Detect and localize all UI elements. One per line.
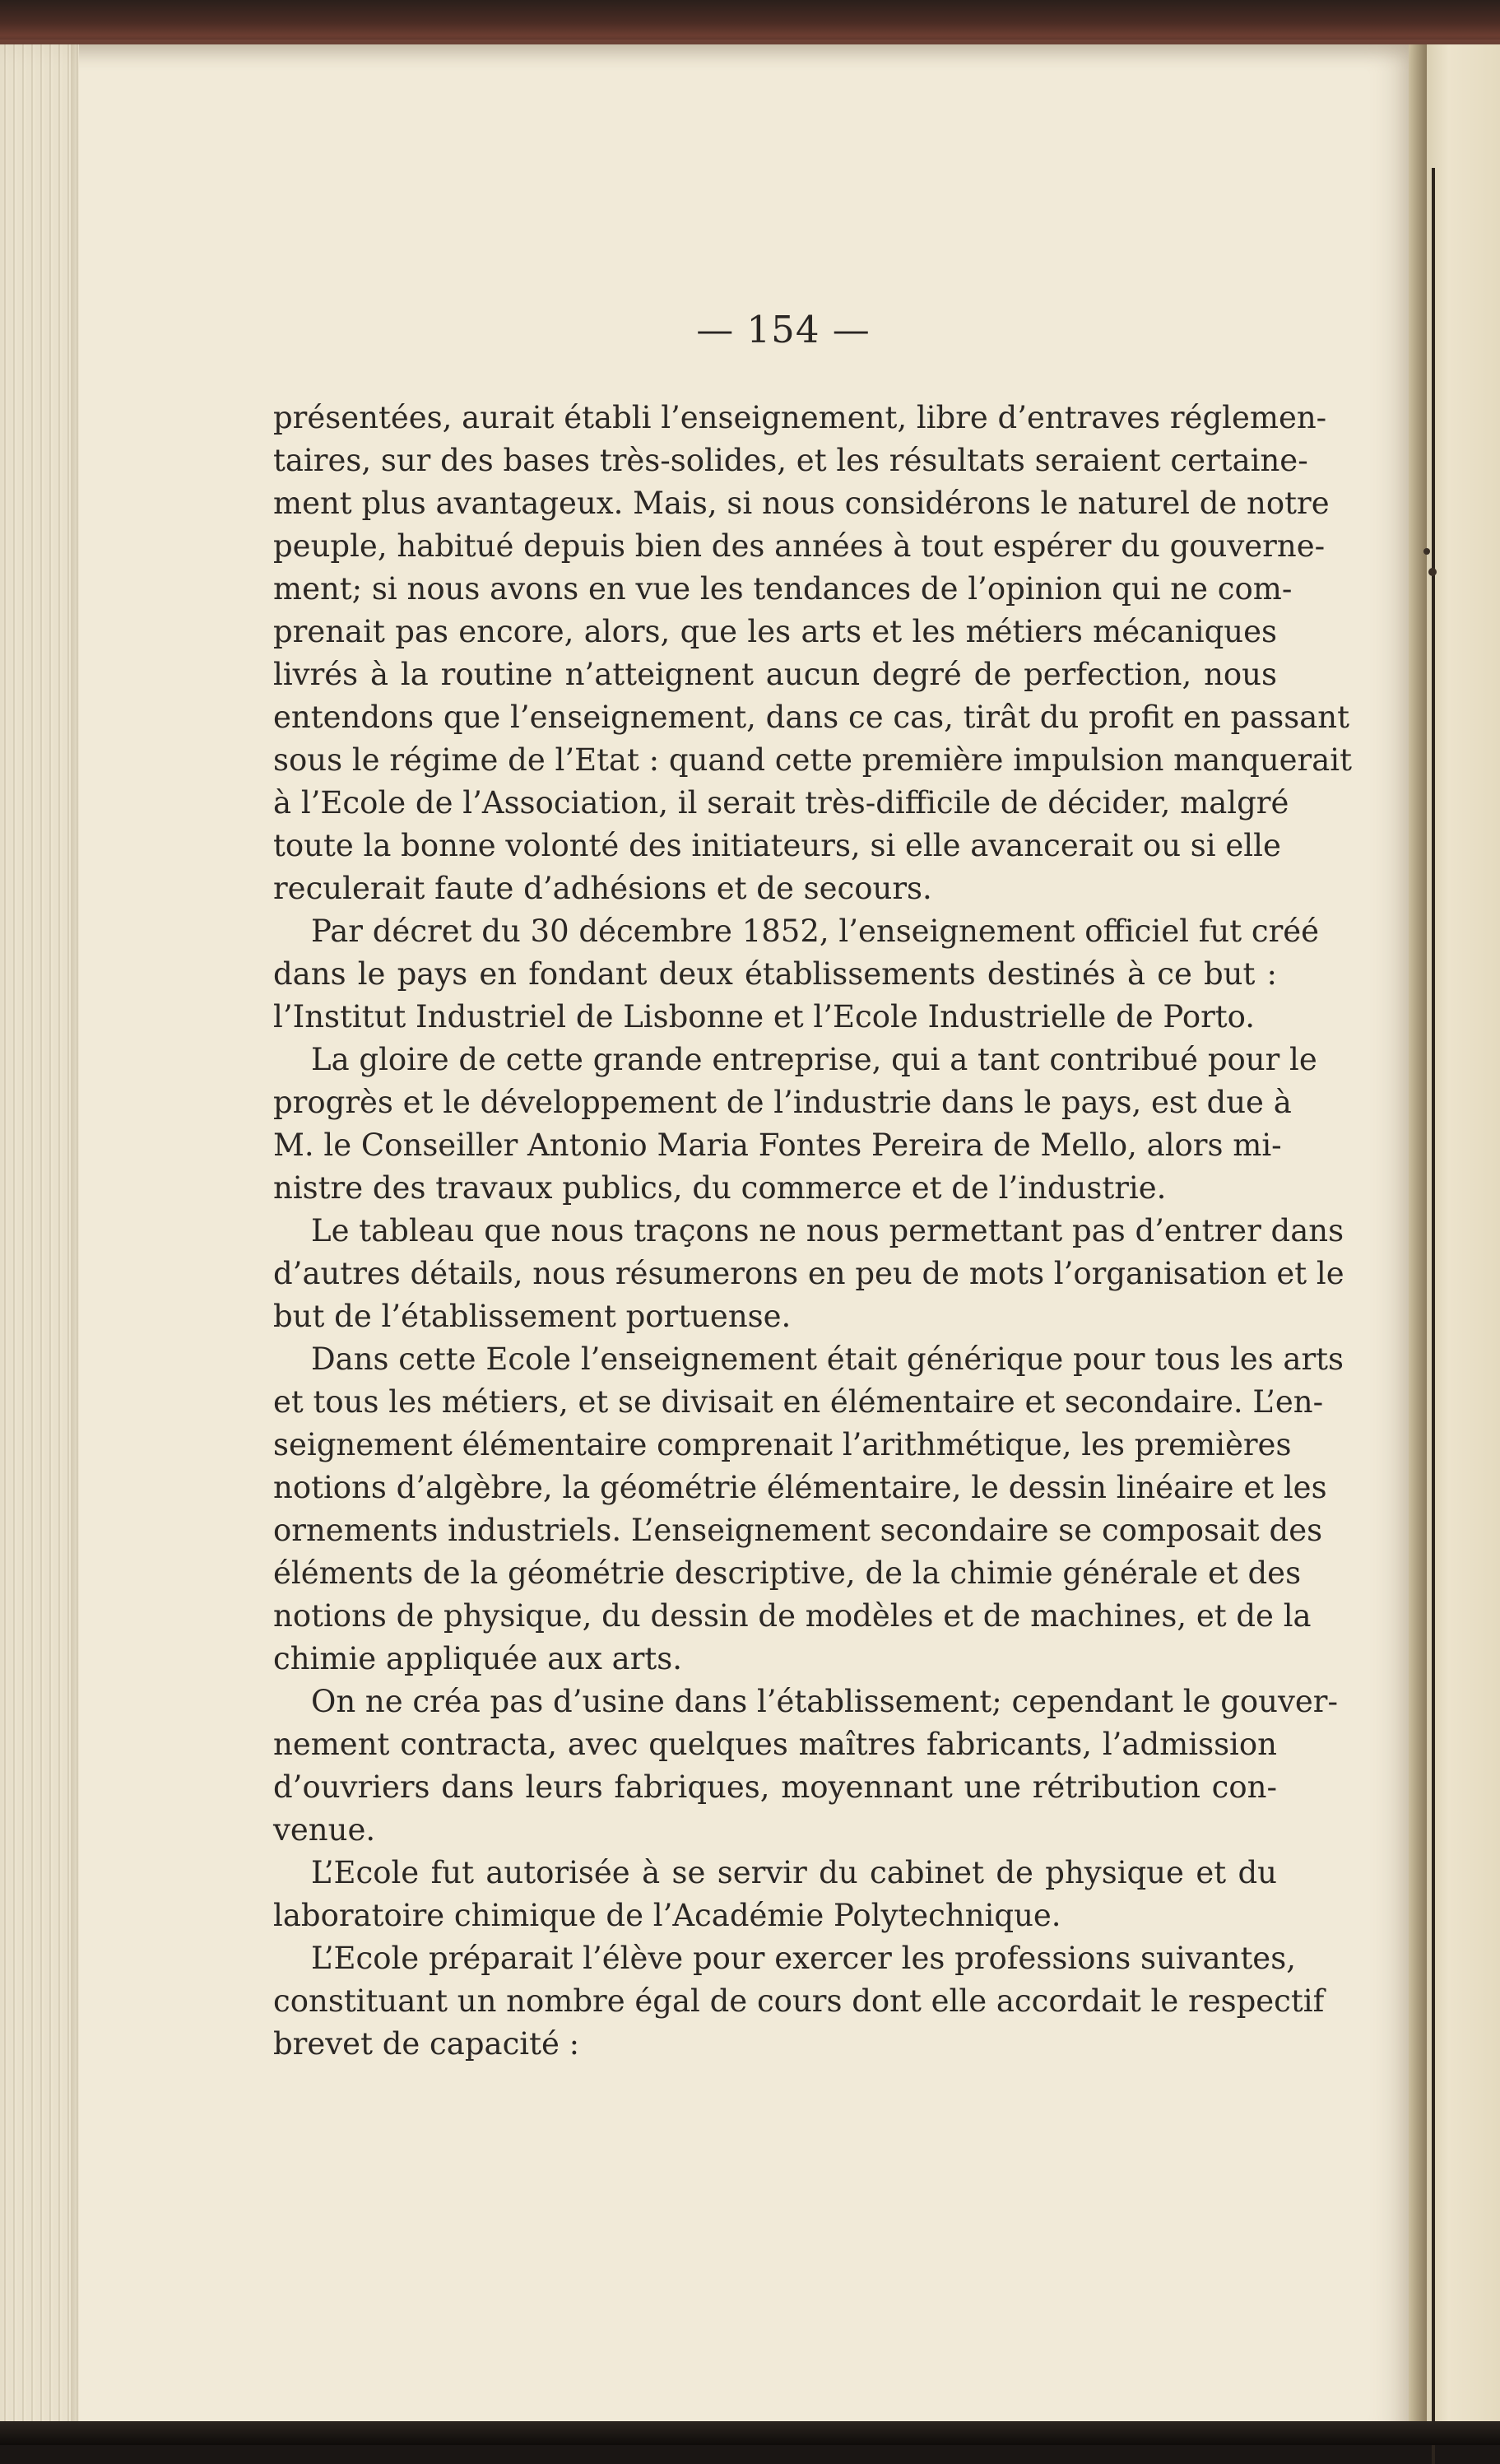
text-line: L’Ecole fut autorisée à se servir du cabinet de physique et du — [311, 1855, 1277, 1890]
book-bottom-edge — [0, 2421, 1500, 2445]
text-line: ornements industriels. L’enseignement secondaire se composait des — [273, 1513, 1323, 1548]
body-text — [273, 397, 1352, 2066]
text-line: Dans cette Ecole l’enseignement était générique pour tous les arts — [311, 1341, 1344, 1377]
text-line: éléments de la géométrie descriptive, de la chimie générale et des — [273, 1555, 1302, 1591]
text-line: et tous les métiers, et se divisait en élémentaire et secondaire. L’en- — [273, 1384, 1324, 1420]
text-line: nistre des travaux publics, du commerce et de l’industrie. — [273, 1170, 1167, 1206]
text-line: but de l’établissement portuense. — [273, 1299, 792, 1334]
leaf-edge-line — [1432, 168, 1435, 2464]
text-line: M. le Conseiller Antonio Maria Fontes Pereira de Mello, alors mi- — [273, 1127, 1282, 1163]
text-line: brevet de capacité : — [273, 2026, 580, 2062]
text-line: notions d’algèbre, la géométrie élémentaire, le dessin linéaire et les — [273, 1470, 1327, 1505]
text-line: dans le pays en fondant deux établissements destinés à ce but : — [273, 956, 1277, 992]
text-line: entendons que l’enseignement, dans ce cas, tirât du profit en passant — [273, 700, 1349, 735]
text-line: toute la bonne volonté des initiateurs, si elle avancerait ou si elle — [273, 828, 1281, 863]
text-line: L’Ecole préparait l’élève pour exercer les professions suivantes, — [311, 1941, 1296, 1976]
text-line: reculerait faute d’adhésions et de secours. — [273, 871, 932, 906]
text-line: sous le régime de l’Etat : quand cette première impulsion manquerait — [273, 742, 1352, 778]
leaf-mark — [1428, 568, 1437, 576]
next-leaf-edge — [1427, 44, 1500, 2445]
text-line: Par décret du 30 décembre 1852, l’enseignement officiel fut créé — [311, 914, 1320, 949]
text-line: chimie appliquée aux arts. — [273, 1641, 683, 1676]
text-line: Le tableau que nous traçons ne nous permettant pas d’entrer dans — [311, 1213, 1344, 1248]
text-line: l’Institut Industriel de Lisbonne et l’Ecole Industrielle de Porto. — [273, 999, 1256, 1034]
text-line: d’ouvriers dans leurs fabriques, moyennant une rétribution con- — [273, 1769, 1277, 1805]
book-top-edge — [0, 0, 1500, 51]
text-line: seignement élémentaire comprenait l’arithmétique, les premières — [273, 1427, 1292, 1462]
text-line: On ne créa pas d’usine dans l’établissement; cependant le gouver- — [311, 1684, 1338, 1719]
text-line: notions de physique, du dessin de modèles et de machines, et de la — [273, 1598, 1312, 1634]
text-line: La gloire de cette grande entreprise, qui a tant contribué pour le — [311, 1042, 1317, 1077]
text-line: nement contracta, avec quelques maîtres fabricants, l’admission — [273, 1727, 1277, 1762]
text-line: prenait pas encore, alors, que les arts et les métiers mécaniques — [273, 614, 1277, 649]
text-line: ment plus avantageux. Mais, si nous considérons le naturel de notre — [273, 486, 1330, 521]
text-line: venue. — [273, 1812, 376, 1848]
text-line: ment; si nous avons en vue les tendances de l’opinion qui ne com- — [273, 571, 1293, 607]
text-line: taires, sur des bases très-solides, et les résultats seraient certaine- — [273, 443, 1308, 478]
leaf-mark — [1423, 548, 1430, 555]
text-line: constituant un nombre égal de cours dont elle accordait le respectif — [273, 1983, 1325, 2019]
text-line: livrés à la routine n’atteignent aucun degré de perfection, nous — [273, 657, 1277, 692]
text-line: d’autres détails, nous résumerons en peu de mots l’organisation et le — [273, 1256, 1344, 1291]
text-line: présentées, aurait établi l’enseignement, libre d’entraves réglemen- — [273, 400, 1327, 435]
text-line: peuple, habitué depuis bien des années à tout espérer du gouverne- — [273, 528, 1326, 564]
gutter-gap — [1409, 44, 1427, 2445]
stacked-page-edges — [0, 44, 79, 2445]
book-page — [0, 44, 1409, 2445]
text-line: progrès et le développement de l’industrie dans le pays, est due à — [273, 1085, 1292, 1120]
page-number: — 154 — — [696, 308, 871, 351]
text-line: à l’Ecole de l’Association, il serait très-difficile de décider, malgré — [273, 785, 1289, 821]
text-line: laboratoire chimique de l’Académie Polytechnique. — [273, 1898, 1061, 1933]
